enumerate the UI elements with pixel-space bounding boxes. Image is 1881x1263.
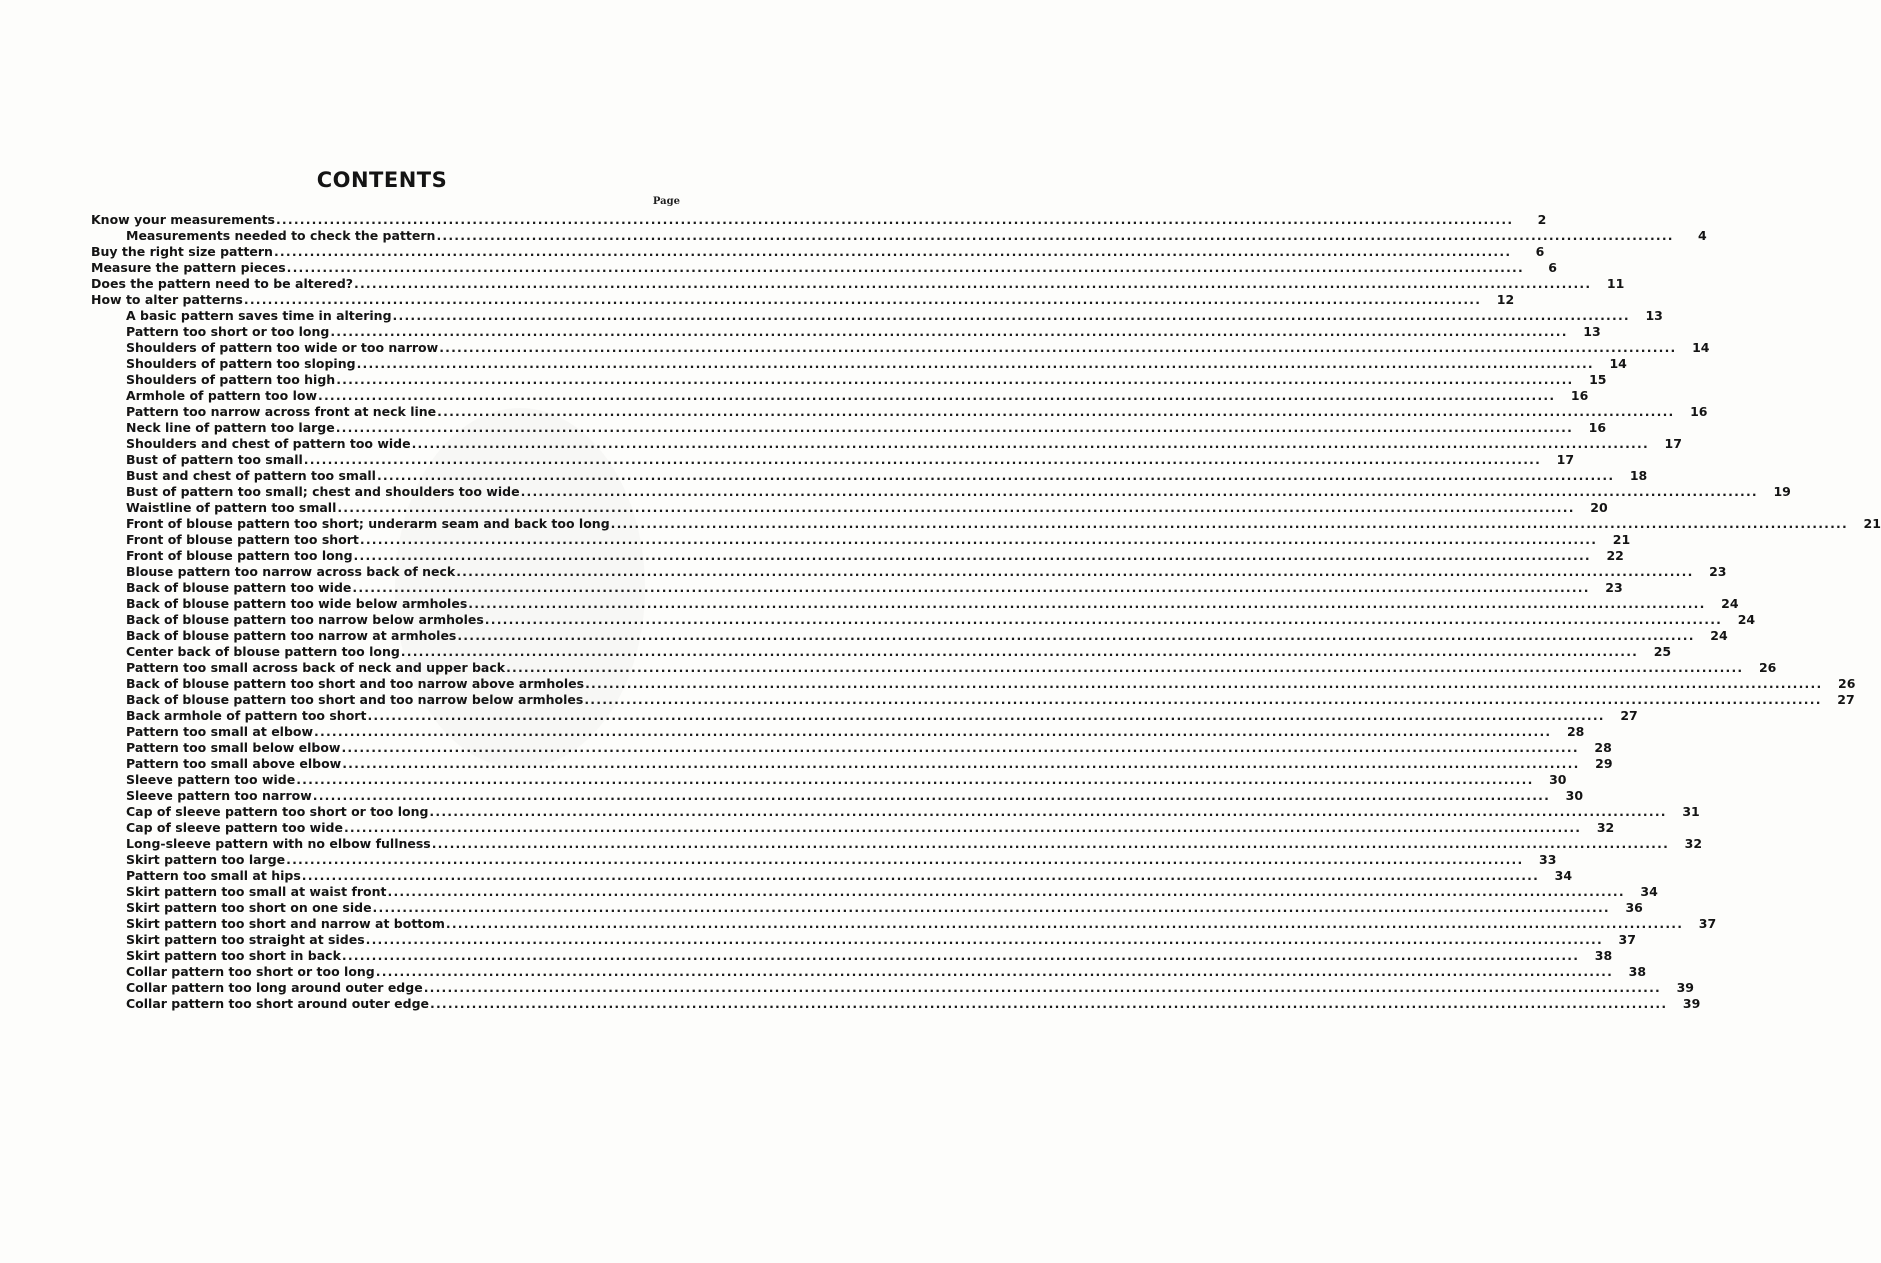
dot-leader bbox=[376, 964, 1613, 980]
toc-entry-title: Pattern too short or too long bbox=[126, 324, 330, 339]
toc-entry-title: Measure the pattern pieces bbox=[91, 260, 286, 275]
toc-entry bbox=[91, 244, 1545, 260]
toc-entry-page-number: 37 bbox=[1698, 916, 1717, 931]
toc-entry-page-number: 38 bbox=[1628, 964, 1647, 979]
toc-entry bbox=[91, 596, 1739, 612]
toc-entry-title: Front of blouse pattern too long bbox=[126, 548, 353, 563]
toc-entry-page-number: 39 bbox=[1682, 996, 1701, 1011]
toc-entry-title: Shoulders of pattern too high bbox=[126, 372, 336, 387]
toc-entry-page-number: 20 bbox=[1590, 500, 1608, 515]
dot-leader bbox=[430, 996, 1667, 1012]
toc-entry-title: Does the pattern need to be altered? bbox=[91, 276, 354, 291]
toc-entry bbox=[91, 516, 1881, 532]
dot-leader bbox=[313, 788, 1550, 804]
dot-leader bbox=[336, 372, 1573, 388]
page-column-label: Page bbox=[652, 196, 680, 207]
toc-entry-page-number: 26 bbox=[1838, 676, 1856, 691]
toc-entry bbox=[91, 308, 1663, 324]
toc-entry-page-number: 17 bbox=[1664, 436, 1682, 451]
toc-entry-title: Bust and chest of pattern too small bbox=[126, 468, 376, 483]
dot-leader bbox=[424, 980, 1661, 996]
toc-entry bbox=[91, 932, 1636, 948]
toc-entry bbox=[91, 964, 1647, 980]
toc-entry-page-number: 18 bbox=[1629, 468, 1648, 483]
dot-leader bbox=[287, 260, 1524, 276]
toc-entry-title: Back of blouse pattern too short and too narrow above armholes bbox=[126, 676, 585, 691]
toc-entry bbox=[91, 804, 1700, 820]
toc-entry bbox=[91, 292, 1515, 308]
dot-leader bbox=[330, 324, 1567, 340]
toc-entry-title: Collar pattern too long around outer edge bbox=[126, 980, 423, 995]
toc-entry-title: Back armhole of pattern too short bbox=[126, 708, 367, 723]
toc-entry-page-number: 19 bbox=[1773, 484, 1791, 499]
toc-entry-page-number: 32 bbox=[1684, 836, 1703, 851]
dot-leader bbox=[432, 836, 1669, 852]
toc-entry-title: Shoulders of pattern too sloping bbox=[126, 356, 356, 371]
toc-entry-title: Front of blouse pattern too short; underarm seam and back too long bbox=[126, 516, 610, 531]
dot-leader bbox=[611, 516, 1848, 532]
toc-entry bbox=[91, 868, 1573, 884]
dot-leader bbox=[485, 612, 1722, 628]
table-of-contents bbox=[91, 212, 1881, 1012]
toc-entry-title: Waistline of pattern too small bbox=[126, 500, 337, 515]
toc-entry-title: Back of blouse pattern too wide bbox=[126, 580, 352, 595]
toc-entry-page-number: 17 bbox=[1556, 452, 1575, 467]
dot-leader bbox=[337, 500, 1574, 516]
dot-leader bbox=[342, 756, 1579, 772]
toc-entry bbox=[91, 996, 1701, 1012]
dot-leader bbox=[585, 676, 1822, 692]
dot-leader bbox=[373, 900, 1610, 916]
dot-leader bbox=[429, 804, 1666, 820]
toc-entry bbox=[91, 276, 1625, 292]
dot-leader bbox=[274, 244, 1511, 260]
toc-entry-page-number: 24 bbox=[1710, 628, 1728, 643]
toc-entry bbox=[91, 212, 1547, 228]
toc-entry-title: Skirt pattern too large bbox=[126, 852, 286, 867]
toc-entry-title: Pattern too small below elbow bbox=[126, 740, 341, 755]
toc-entry-title: Skirt pattern too short in back bbox=[126, 948, 341, 963]
dot-leader bbox=[437, 404, 1674, 420]
toc-entry-page-number: 33 bbox=[1539, 852, 1557, 867]
dot-leader bbox=[393, 308, 1630, 324]
dot-leader bbox=[342, 948, 1579, 964]
toc-entry-page-number: 22 bbox=[1606, 548, 1624, 563]
toc-entry-page-number: 36 bbox=[1625, 900, 1643, 915]
toc-entry-page-number: 4 bbox=[1698, 228, 1707, 243]
toc-entry-title: Back of blouse pattern too narrow below armholes bbox=[126, 612, 484, 627]
toc-entry bbox=[91, 676, 1856, 692]
toc-entry-title: Bust of pattern too small bbox=[126, 452, 303, 467]
toc-entry-title: Center back of blouse pattern too long bbox=[126, 644, 400, 659]
toc-entry-page-number: 16 bbox=[1588, 420, 1607, 435]
toc-entry-title: Long-sleeve pattern with no elbow fullness bbox=[126, 836, 431, 851]
toc-entry-title: Neck line of pattern too large bbox=[126, 420, 335, 435]
dot-leader bbox=[456, 564, 1693, 580]
toc-entry bbox=[91, 372, 1607, 388]
toc-entry bbox=[91, 772, 1567, 788]
toc-entry-page-number: 34 bbox=[1554, 868, 1573, 883]
toc-entry-page-number: 37 bbox=[1618, 932, 1636, 947]
toc-entry-title: Skirt pattern too short on one side bbox=[126, 900, 372, 915]
toc-entry-page-number: 38 bbox=[1594, 948, 1613, 963]
toc-entry-title: Front of blouse pattern too short bbox=[126, 532, 359, 547]
toc-entry-page-number: 24 bbox=[1737, 612, 1756, 627]
dot-leader bbox=[304, 452, 1541, 468]
dot-leader bbox=[446, 916, 1683, 932]
toc-entry-title: Blouse pattern too narrow across back of neck bbox=[126, 564, 456, 579]
toc-entry-title: Shoulders of pattern too wide or too narrow bbox=[126, 340, 439, 355]
dot-leader bbox=[521, 484, 1758, 500]
toc-entry bbox=[91, 228, 1707, 244]
toc-entry-page-number: 12 bbox=[1496, 292, 1515, 307]
toc-entry bbox=[91, 468, 1648, 484]
toc-entry bbox=[91, 980, 1694, 996]
toc-entry-page-number: 27 bbox=[1837, 692, 1855, 707]
toc-entry-title: Bust of pattern too small; chest and shoulders too wide bbox=[126, 484, 520, 499]
dot-leader bbox=[457, 628, 1694, 644]
toc-entry-title: Collar pattern too short or too long bbox=[126, 964, 375, 979]
toc-entry-title: Skirt pattern too straight at sides bbox=[126, 932, 365, 947]
toc-entry bbox=[91, 356, 1627, 372]
toc-entry bbox=[91, 628, 1728, 644]
toc-entry-title: Pattern too small at elbow bbox=[126, 724, 314, 739]
toc-entry-page-number: 39 bbox=[1676, 980, 1694, 995]
toc-entry-title: Sleeve pattern too wide bbox=[126, 772, 296, 787]
toc-entry bbox=[91, 260, 1557, 276]
toc-entry bbox=[91, 564, 1727, 580]
toc-entry-page-number: 13 bbox=[1583, 324, 1601, 339]
toc-entry bbox=[91, 948, 1613, 964]
toc-entry-page-number: 23 bbox=[1605, 580, 1623, 595]
dot-leader bbox=[336, 420, 1573, 436]
toc-entry-page-number: 26 bbox=[1758, 660, 1777, 675]
toc-entry bbox=[91, 452, 1575, 468]
dot-leader bbox=[314, 724, 1551, 740]
toc-entry bbox=[91, 820, 1615, 836]
toc-entry-page-number: 21 bbox=[1863, 516, 1881, 531]
dot-leader bbox=[354, 276, 1591, 292]
toc-entry-title: Sleeve pattern too narrow bbox=[126, 788, 312, 803]
toc-entry-page-number: 28 bbox=[1566, 724, 1585, 739]
toc-entry bbox=[91, 740, 1612, 756]
toc-entry-title: Collar pattern too short around outer edge bbox=[126, 996, 430, 1011]
dot-leader bbox=[352, 580, 1589, 596]
dot-leader bbox=[318, 388, 1555, 404]
toc-entry-title: Pattern too small across back of neck and upper back bbox=[126, 660, 506, 675]
toc-entry bbox=[91, 580, 1623, 596]
toc-entry bbox=[91, 756, 1613, 772]
dot-leader bbox=[401, 644, 1638, 660]
toc-entry bbox=[91, 660, 1777, 676]
toc-entry-page-number: 14 bbox=[1609, 356, 1627, 371]
toc-entry bbox=[91, 548, 1624, 564]
dot-leader bbox=[439, 340, 1676, 356]
dot-leader bbox=[276, 212, 1513, 228]
toc-entry bbox=[91, 500, 1608, 516]
toc-entry-page-number: 14 bbox=[1692, 340, 1710, 355]
toc-entry-page-number: 15 bbox=[1589, 372, 1607, 387]
toc-entry-page-number: 29 bbox=[1595, 756, 1613, 771]
toc-entry bbox=[91, 436, 1682, 452]
dot-leader bbox=[244, 292, 1481, 308]
dot-leader bbox=[468, 596, 1705, 612]
toc-entry-page-number: 25 bbox=[1653, 644, 1672, 659]
dot-leader bbox=[296, 772, 1533, 788]
toc-entry bbox=[91, 324, 1601, 340]
dot-leader bbox=[366, 932, 1603, 948]
toc-entry-page-number: 23 bbox=[1709, 564, 1727, 579]
toc-entry-page-number: 32 bbox=[1596, 820, 1615, 835]
toc-entry bbox=[91, 852, 1557, 868]
toc-entry-title: Know your measurements bbox=[91, 212, 275, 227]
toc-entry-page-number: 6 bbox=[1548, 260, 1557, 275]
dot-leader bbox=[388, 884, 1625, 900]
toc-entry bbox=[91, 388, 1589, 404]
toc-entry bbox=[91, 708, 1638, 724]
toc-entry bbox=[91, 724, 1585, 740]
toc-entry-title: Skirt pattern too short and narrow at bottom bbox=[126, 916, 445, 931]
toc-entry bbox=[91, 900, 1643, 916]
dot-leader bbox=[344, 820, 1581, 836]
dot-leader bbox=[377, 468, 1614, 484]
toc-entry bbox=[91, 788, 1584, 804]
toc-entry-page-number: 11 bbox=[1606, 276, 1625, 291]
dot-leader bbox=[367, 708, 1604, 724]
toc-entry-title: Measurements needed to check the pattern bbox=[126, 228, 436, 243]
toc-entry-title: Cap of sleeve pattern too wide bbox=[126, 820, 343, 835]
toc-entry-title: How to alter patterns bbox=[91, 292, 243, 307]
toc-entry bbox=[91, 484, 1791, 500]
toc-entry-page-number: 28 bbox=[1594, 740, 1612, 755]
toc-entry bbox=[91, 836, 1703, 852]
toc-entry-title: Shoulders and chest of pattern too wide bbox=[126, 436, 411, 451]
toc-entry-page-number: 16 bbox=[1690, 404, 1708, 419]
toc-entry-page-number: 30 bbox=[1549, 772, 1567, 787]
toc-entry-title: Back of blouse pattern too narrow at armholes bbox=[126, 628, 457, 643]
toc-entry-title: Skirt pattern too small at waist front bbox=[126, 884, 387, 899]
toc-entry-page-number: 24 bbox=[1721, 596, 1739, 611]
dot-leader bbox=[360, 532, 1597, 548]
toc-entry-title: Pattern too narrow across front at neck line bbox=[126, 404, 437, 419]
toc-entry bbox=[91, 692, 1855, 708]
toc-entry-title: Back of blouse pattern too short and too narrow below armholes bbox=[126, 692, 584, 707]
toc-entry-title: Armhole of pattern too low bbox=[126, 388, 317, 403]
toc-entry-title: Back of blouse pattern too wide below armholes bbox=[126, 596, 468, 611]
toc-entry bbox=[91, 532, 1631, 548]
toc-entry bbox=[91, 340, 1710, 356]
toc-entry-title: Buy the right size pattern bbox=[91, 244, 273, 259]
toc-entry-page-number: 34 bbox=[1640, 884, 1658, 899]
toc-entry-title: Cap of sleeve pattern too short or too long bbox=[126, 804, 429, 819]
dot-leader bbox=[286, 852, 1523, 868]
dot-leader bbox=[354, 548, 1591, 564]
toc-entry-title: Pattern too small at hips bbox=[126, 868, 301, 883]
dot-leader bbox=[302, 868, 1539, 884]
toc-entry bbox=[91, 916, 1717, 932]
toc-entry bbox=[91, 884, 1658, 900]
toc-entry bbox=[91, 644, 1672, 660]
toc-entry bbox=[91, 612, 1756, 628]
toc-entry-page-number: 31 bbox=[1682, 804, 1700, 819]
toc-entry-title: A basic pattern saves time in altering bbox=[126, 308, 392, 323]
dot-leader bbox=[584, 692, 1821, 708]
dot-leader bbox=[506, 660, 1743, 676]
contents-heading: CONTENTS bbox=[316, 168, 448, 192]
toc-entry-page-number: 13 bbox=[1645, 308, 1663, 323]
toc-entry-page-number: 21 bbox=[1612, 532, 1631, 547]
dot-leader bbox=[436, 228, 1673, 244]
toc-entry bbox=[91, 420, 1607, 436]
toc-entry-page-number: 30 bbox=[1565, 788, 1584, 803]
toc-entry-title: Pattern too small above elbow bbox=[126, 756, 342, 771]
toc-entry-page-number: 16 bbox=[1570, 388, 1589, 403]
dot-leader bbox=[357, 356, 1594, 372]
toc-entry-page-number: 6 bbox=[1535, 244, 1545, 259]
toc-entry-page-number: 2 bbox=[1537, 212, 1547, 227]
toc-entry bbox=[91, 404, 1708, 420]
dot-leader bbox=[341, 740, 1578, 756]
toc-entry-page-number: 27 bbox=[1620, 708, 1638, 723]
dot-leader bbox=[412, 436, 1649, 452]
